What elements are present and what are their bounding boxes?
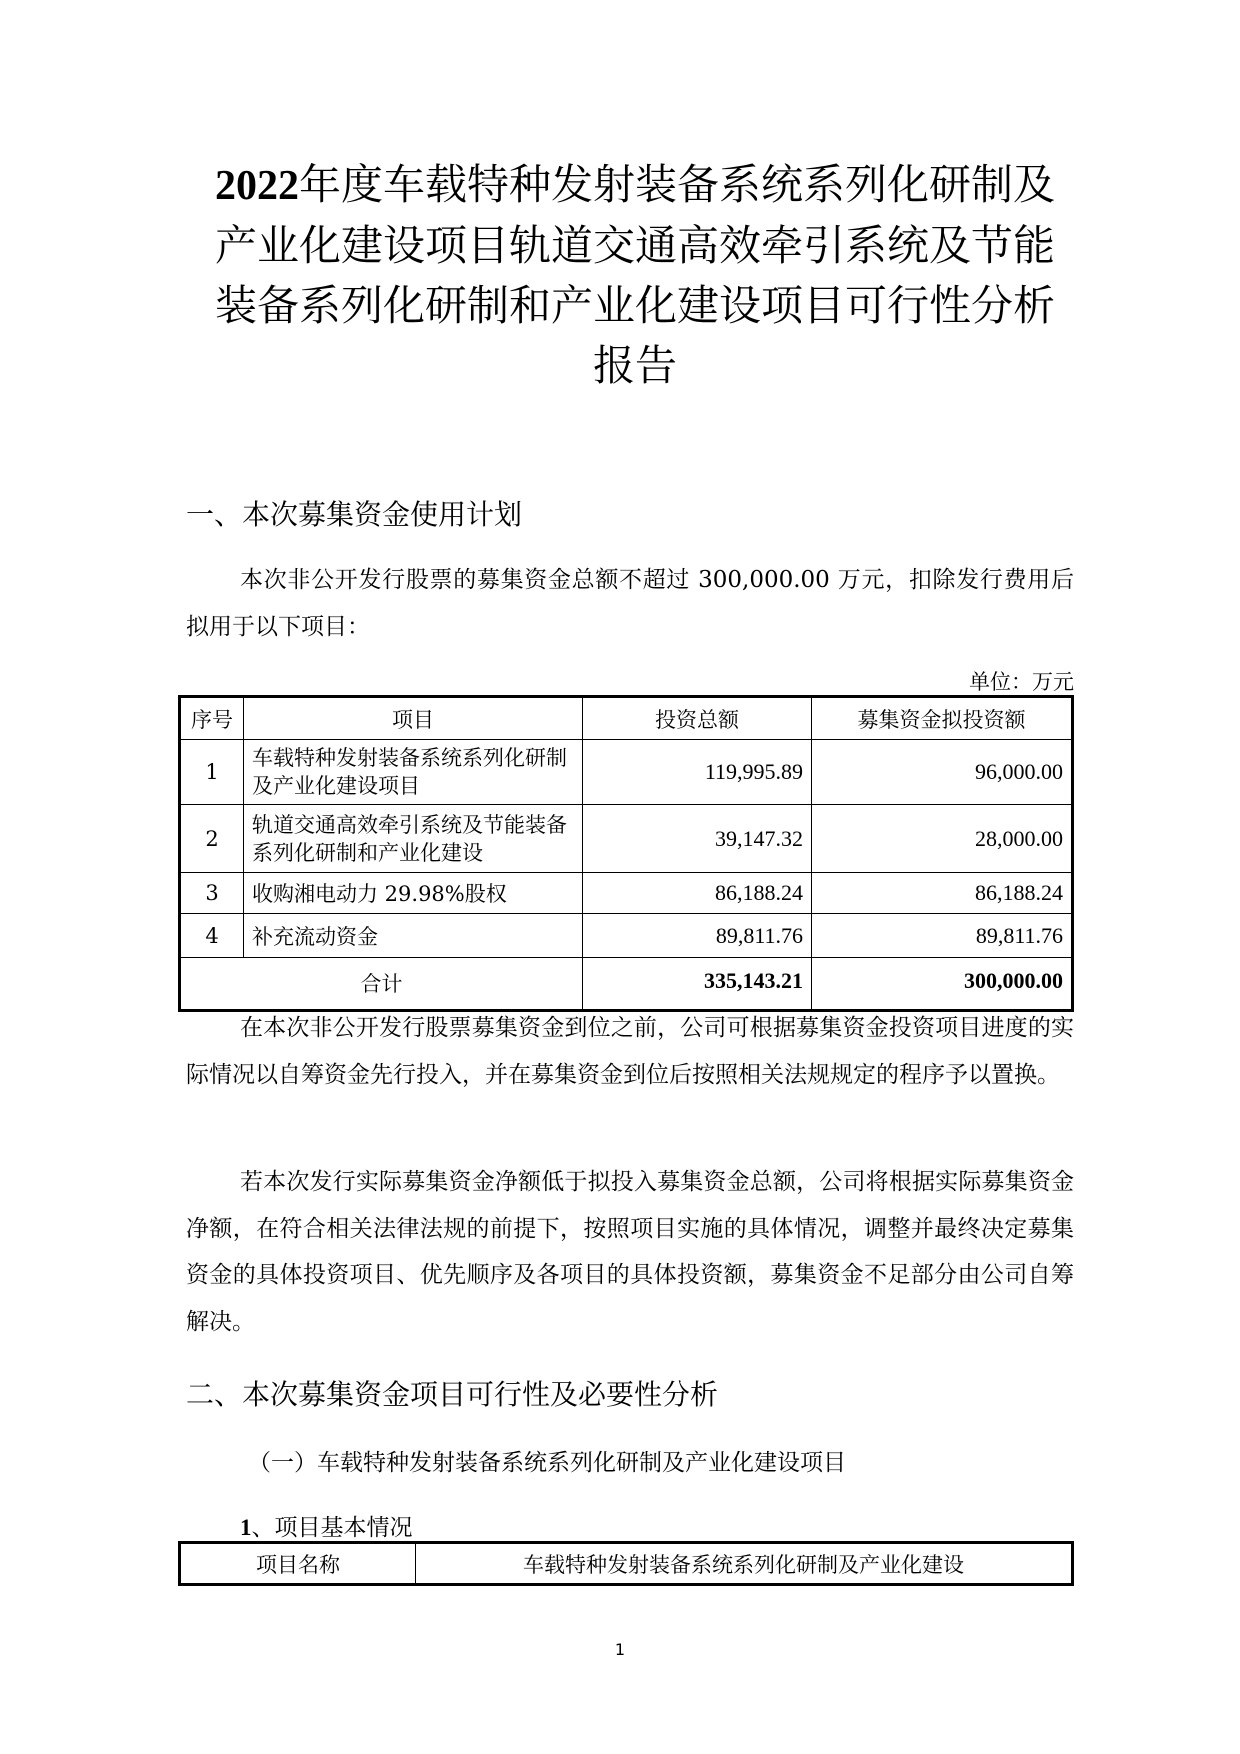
table-total-row: 合计 335,143.21 300,000.00	[180, 958, 1073, 1011]
paragraph: 若本次发行实际募集资金净额低于拟投入募集资金总额，公司将根据实际募集资金净额，在符合相关法律法规的前提下，按照项目实施的具体情况，调整并最终决定募集资金的具体投资项目、优先顺序及各项目的具体投资额，募集资金不足部分由公司自筹解决。	[186, 1169, 1074, 1335]
document-title: 2022年度车载特种发射装备系统系列化研制及产业化建设项目轨道交通高效牵引系统及节能装备系列化研制和产业化建设项目可行性分析报告	[214, 160, 1055, 390]
paragraph: 在本次非公开发行股票募集资金到位之前，公司可根据募集资金投资项目进度的实际情况以自筹资金先行投入，并在募集资金到位后按照相关法规规定的程序予以置换。	[186, 1015, 1074, 1088]
item-heading: 1、项目基本情况	[240, 1515, 413, 1541]
paragraph: 本次非公开发行股票的募集资金总额不超过 300,000.00 万元，扣除发行费用后拟用于以下项目：	[186, 567, 1074, 640]
table-row: 4 补充流动资金 89,811.76 89,811.76	[180, 914, 1073, 958]
unit-label: 单位：万元	[969, 670, 1074, 694]
fund-table	[178, 695, 1074, 1012]
table-row: 1 车载特种发射装备系统系列化研制及产业化建设项目 119,995.89 96,000.00	[180, 740, 1073, 805]
table-row: 3 收购湘电动力 29.98%股权 86,188.24 86,188.24	[180, 873, 1073, 914]
section2-heading: 二、本次募集资金项目可行性及必要性分析	[186, 1378, 719, 1411]
table-row: 2 轨道交通高效牵引系统及节能装备系列化研制和产业化建设 39,147.32 28,000.00	[180, 805, 1073, 873]
project-info-table: 项目名称 车载特种发射装备系统系列化研制及产业化建设	[178, 1541, 1074, 1586]
table-header: 序号 项目 投资总额 募集资金拟投资额	[180, 697, 1073, 740]
section1-heading: 一、本次募集资金使用计划	[186, 498, 523, 531]
page-number: 1	[614, 1640, 626, 1659]
subsection-heading: （一）车载特种发射装备系统系列化研制及产业化建设项目	[248, 1450, 846, 1476]
